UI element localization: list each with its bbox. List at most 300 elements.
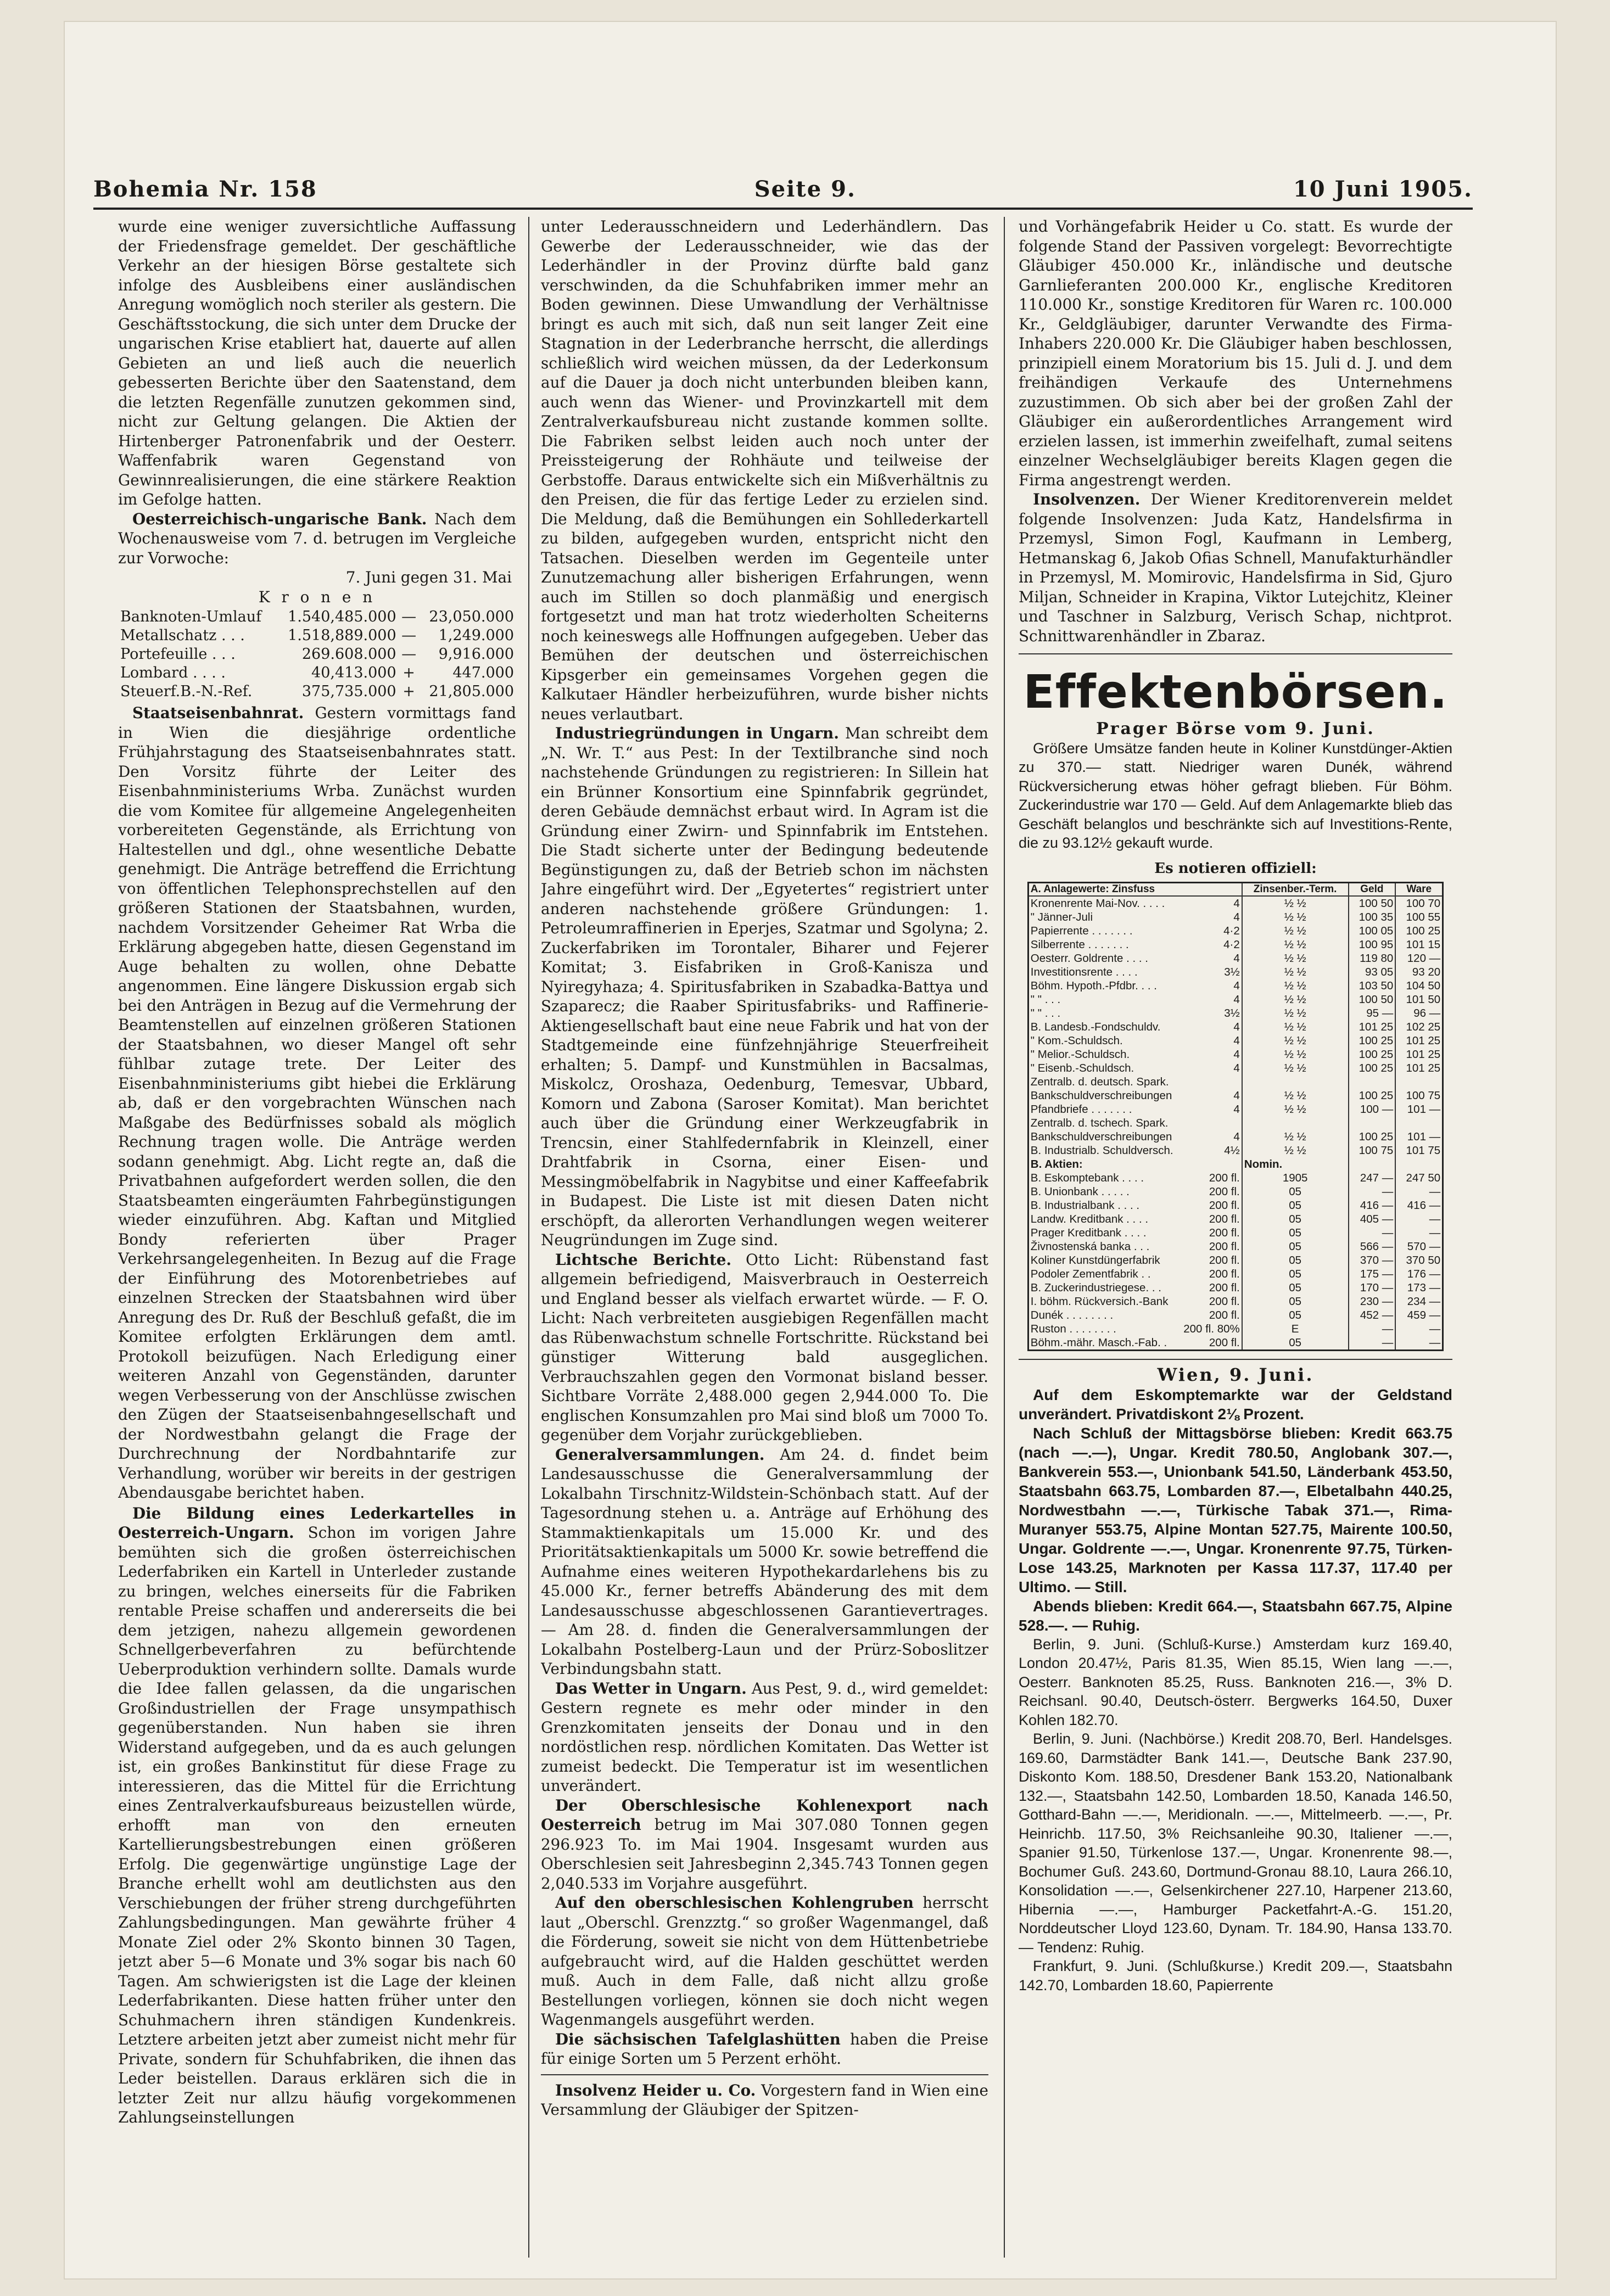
anlage-row (1028, 896, 1443, 910)
bank-row-current: 1.540,485.000 (288, 608, 396, 625)
bank-heading: Oesterreichisch-ungarische Bank. (132, 509, 427, 528)
aktie-geld: 370 — (1349, 1253, 1396, 1267)
aktie-term: 05 (1242, 1267, 1349, 1281)
leder-continued: unter Lederausschneidern und Lederhändlern. Das Gewerbe der Lederausschneider, wie das der Lederhändler in der Provinz dürfte bald ganz verschwinden, da die Schuhfabriken immer mehr an Boden gewinnen. Diese Umwandlung der Verhältnisse bringt es auch mit sich, daß nun seit langer Zeit eine Stagnation in der Lederbranche herrscht, die allerdings schließlich wird weichen müssen, da der Lederkonsum auf die Dauer ja doch nicht unterbunden bleiben kann, auch wenn das Wiener- und Provinzkartell mit dem Zentralverkaufsbureau nicht zustande kommen sollte. Die Fabriken selbst leiden auch noch unter der Preissteigerung der Rohhäute und teilweise der Gerbstoffe. Daraus entwickelte sich ein Mißverhältnis zu den Preisen, die für das fertige Leder zu erzielen sind. Die Meldung, daß die Bemühungen ein Sohllederkartell zu bilden, aufgegeben wurden, entspricht nicht den Tatsachen. Dieselben werden im Gegenteile unter Zunutzemachung aller bisherigen Erfahrungen, wenn auch im Stillen so doch planmäßig und energisch fortgesetzt und man hat trotz wiederholten Scheiterns noch keineswegs alle Hoffnungen aufgegeben. Ueber das Bemühen der deutschen und österreichischen Kipsgerber ein gemeinsames Vorgehen gegen die Kalkutaer Händler herbeizuführen, wurde bisher nichts neues verlautbart. (541, 217, 988, 723)
anlage-name (1028, 951, 1242, 965)
col-head-term: Zinsenber.-Term. (1242, 883, 1349, 897)
anlage-term: ½ ½ (1242, 1034, 1349, 1048)
aktie-term: 05 (1242, 1253, 1349, 1267)
weather-text: Aus Pest, 9. d., wird gemeldet: Gestern regnete es mehr oder minder in den Grenzkomitaten jenseits der Donau und in den nordöstlichen resp. nördlichen Komitaten. Das Wetter ist zumeist bedeckt. Die Temperatur ist im wesentlichen unverändert. (541, 1679, 988, 1795)
col-head-geld: Geld (1349, 883, 1396, 897)
column-2 (541, 217, 988, 2258)
anlage-name (1028, 1089, 1242, 1102)
prague-text: Größere Umsätze fanden heute in Koliner Kunstdünger-Aktien zu 370.— statt. Niedriger waren Dunék, während Rückversicherung etwas höher gefragt blieben. Für Böhm. Zuckerindustrie war 170 — Geld. Auf dem Anlagemarkte blieb das Geschäft belanglos und beschränkte sich auf Investitions-Rente, die zu 93.12½ gekauft wurde. (1019, 740, 1452, 851)
anlage-row (1028, 1116, 1443, 1130)
aktie-term: 05 (1242, 1212, 1349, 1226)
stock-exchange-title: Effektenbörsen. (1023, 665, 1448, 719)
anlage-term: ½ ½ (1242, 1089, 1349, 1102)
aktie-term: 05 (1242, 1281, 1349, 1295)
aktie-ware: — (1395, 1226, 1443, 1240)
anlage-name (1028, 1075, 1242, 1089)
aktie-rate: 200 fl. (1209, 1199, 1240, 1212)
aktie-row (1028, 1226, 1443, 1240)
bank-row-change: 1,249.000 (438, 627, 514, 644)
insolvencies-article (1019, 490, 1452, 646)
anlage-geld (1349, 1075, 1396, 1089)
industry-text: Man schreibt dem „N. Wr. T.“ aus Pest: In der Textilbranche sind noch nachstehende Gründungen zu registrieren: In Sillein hat ein Brünner Konsortium eine Spinnfabrik gegründet, deren Gebäude demnächst erbaut wird. In Agram ist die Gründung einer Zwirn- und Spinnfabrik im Entstehen. Die Stadt sicherte unter der Bedingung bedeutende Begünstigungen zu, daß der Betrieb schon im nächsten Jahre eingeführt wird. Der „Egyetertes“ registriert unter anderen nachstehende größere Gründungen: 1. Petroleumraffinerien in Eperjes, Szatmar und Sgolyna; 2. Zuckerfabriken im Torontaler, Biharer und Fejerer Komitat; 3. Eisfabriken in Groß-Kanisza und Nyiregyhaza; 4. Spiritusfabriken in Szabadka-Battya und Szaparecz; die Raaber Spiritusfabriks- und Raffinerie-Aktiengesellschaft baut eine neue Fabrik und hat von der Stadtgemeinde eine fünfzehnjährige Steuerfreiheit erhalten; 5. Dampf- und Kunstmühlen in Bacsalmas, Miskolcz, Oroshaza, Oedenburg, Temesvar, Ubbard, Komorn und Zabona (Saroser Komitat). Man berichtet auch über die Gründung einer Werkzeugfabrik in Trencsin, einer Stahlfedernfabrik in Kleinzell, einer Drahtfabrik in Csorna, einer Eisen- und Messingmöbelfabrik in Nagybitse und einer Kaffeefabrik in Budapest. Die Liste ist mit diesen Daten nicht erschöpft, da allerorten Verhandlungen wegen weiterer Neugründungen im Zuge sind. (541, 724, 988, 1249)
anlage-rate: 4 (1233, 1021, 1240, 1033)
gv-heading: Generalversammlungen. (555, 1445, 765, 1464)
aktie-ware: — (1395, 1212, 1443, 1226)
bank-row-change: 447.000 (452, 664, 514, 681)
bank-row (118, 626, 516, 645)
prague-quotes-table (1027, 882, 1444, 1351)
aktie-row (1028, 1240, 1443, 1253)
aktie-rate: 200 fl. (1209, 1336, 1240, 1349)
anlage-term: ½ ½ (1242, 965, 1349, 979)
anlage-label: " " . . . (1030, 1007, 1061, 1020)
bank-row-sign: — (401, 646, 417, 663)
issue-date: 10 Juni 1905. (1293, 176, 1473, 202)
aktie-ware: — (1395, 1185, 1443, 1199)
anlage-name (1028, 1102, 1242, 1116)
bank-intro: Nach dem Wochenausweise vom 7. d. betrugen im Vergleiche zur Vorwoche: (118, 509, 516, 567)
bank-row (118, 608, 516, 626)
aktie-geld: 452 — (1349, 1308, 1396, 1322)
bank-row-label: Banknoten-Umlauf (120, 608, 262, 625)
aktie-geld: 566 — (1349, 1240, 1396, 1253)
column-divider-1 (528, 217, 529, 2258)
leder-article (118, 1504, 516, 2127)
bank-row-change: 23,050.000 (429, 608, 514, 625)
anlage-term: ½ ½ (1242, 993, 1349, 1006)
page-header (93, 169, 1473, 202)
aktie-label: Ruston . . . . . . . . (1030, 1323, 1116, 1335)
insolvency-heider-heading: Insolvenz Heider u. Co. (555, 2081, 756, 2099)
anlage-ware: 120 — (1395, 951, 1443, 965)
anlage-name (1028, 1020, 1242, 1034)
anlage-name (1028, 1034, 1242, 1048)
aktie-geld: — (1349, 1336, 1396, 1351)
aktie-geld: 230 — (1349, 1295, 1396, 1308)
insolvencies-heading: Insolvenzen. (1033, 490, 1141, 508)
anlage-ware: 96 — (1395, 1006, 1443, 1020)
vienna-text-1: Auf dem Eskomptemarkte war der Geldstand unverändert. Privatdiskont 2⅛ Prozent. (1019, 1386, 1452, 1423)
aktie-ware: 416 — (1395, 1199, 1443, 1212)
column-3 (1019, 217, 1452, 2258)
aktie-ware: — (1395, 1336, 1443, 1351)
anlage-name (1028, 910, 1242, 924)
anlage-label: Bankschuldverschreibungen (1030, 1089, 1172, 1102)
anlage-label: Böhm. Hypoth.-Pfdbr. . . . (1030, 979, 1157, 992)
anlage-row (1028, 1144, 1443, 1157)
aktie-rate: 200 fl. (1209, 1227, 1240, 1239)
anlage-ware: 102 25 (1395, 1020, 1443, 1034)
aktie-rate: 200 fl. (1209, 1240, 1240, 1253)
anlage-term (1242, 1075, 1349, 1089)
aktie-ware: 570 — (1395, 1240, 1443, 1253)
aktie-geld: — (1349, 1322, 1396, 1336)
aktie-name (1028, 1336, 1242, 1351)
aktie-row (1028, 1308, 1443, 1322)
anlage-rate: 4 (1233, 1089, 1240, 1102)
anlage-ware: 100 75 (1395, 1089, 1443, 1102)
aktie-label: I. böhm. Rückversich.-Bank (1030, 1295, 1169, 1308)
column-divider-2 (1004, 217, 1005, 2258)
anlage-row (1028, 924, 1443, 938)
anlage-rate: 3½ (1224, 966, 1240, 978)
anlage-geld: 93 05 (1349, 965, 1396, 979)
aktie-name (1028, 1185, 1242, 1199)
column-1 (118, 217, 516, 2258)
gv-text: Am 24. d. findet beim Landesausschusse die Generalversammlung der Lokalbahn Tirschnitz-Wildstein-Schönbach statt. Auf der Tagesordnung stehen u. a. Anträge auf Erhöhung des Stammaktienkapitals um 15.000 Kr. und des Prioritätsaktienkapitals um 5000 Kr. sowie betreffend die Aufnahme eines weiteren Hypothekardarlehens bis zu 45.000 Kr., ferner betreffs Abänderung des mit dem Landesausschusse abgeschlossenen Garantievertrages. — Am 28. d. finden die Generalversammlungen der Lokalbahn Postelberg-Laun und der Prürz-Soboslitzer Verbindungsbahn statt. (541, 1445, 988, 1678)
anlage-label: Kronenrente Mai-Nov. . . . . (1030, 897, 1165, 910)
anlage-label: Bankschuldverschreibungen (1030, 1130, 1172, 1143)
aktien-section-row (1028, 1157, 1443, 1171)
anlage-label: Papierrente . . . . . . . (1030, 925, 1133, 937)
anlage-term: ½ ½ (1242, 1144, 1349, 1157)
anlage-geld: 100 35 (1349, 910, 1396, 924)
bank-unit: K r o n e n (258, 587, 376, 606)
industry-heading: Industriegründungen in Ungarn. (555, 724, 839, 742)
bank-row-sign: + (402, 664, 415, 681)
aktie-label: Koliner Kunstdüngerfabrik (1030, 1254, 1160, 1267)
anlage-rate: 4 (1233, 1130, 1240, 1143)
anlage-geld: 101 25 (1349, 1020, 1396, 1034)
insolvency-heider-article (541, 2081, 988, 2120)
coal-mines-text: herrscht laut „Oberschl. Grenzztg.“ so großer Wagenmangel, daß die Förderung, soweit sie nicht von dem Hüttenbetriebe aufgebraucht wird, auf die Halden geschüttet werden muß. Auch in dem Falle, daß nicht allzu große Bestellungen vorliegen, können sie doch nicht wegen Wagenmangels ausgeführt werden. (541, 1894, 988, 2029)
anlage-rate: 4·2 (1223, 938, 1240, 951)
anlage-row (1028, 1048, 1443, 1061)
aktie-label: Prager Kreditbank . . . . (1030, 1227, 1147, 1239)
anlage-term: ½ ½ (1242, 979, 1349, 993)
insolvency-heider-text: Vorgestern fand in Wien eine Versammlung der Gläubiger der Spitzen- (541, 2081, 988, 2119)
aktie-geld: 416 — (1349, 1199, 1396, 1212)
anlage-name (1028, 1061, 1242, 1075)
anlage-rate: 4 (1233, 1048, 1240, 1061)
anlage-ware: 101 — (1395, 1130, 1443, 1144)
aktie-name (1028, 1199, 1242, 1212)
aktie-name (1028, 1240, 1242, 1253)
anlage-ware (1395, 1116, 1443, 1130)
anlage-term: ½ ½ (1242, 910, 1349, 924)
aktien-nomin: Nomin. (1242, 1157, 1349, 1171)
section-rule (1019, 653, 1452, 654)
aktie-rate: 200 fl. (1209, 1172, 1240, 1184)
aktie-label: Dunék . . . . . . . . (1030, 1309, 1114, 1321)
anlage-ware: 101 — (1395, 1102, 1443, 1116)
bank-row (118, 664, 516, 682)
bank-row-sign: — (401, 627, 417, 644)
anlage-term: ½ ½ (1242, 1102, 1349, 1116)
anlage-term: ½ ½ (1242, 896, 1349, 910)
bank-row-label: Lombard . . . . (120, 664, 226, 681)
industry-article (541, 724, 988, 1250)
aktie-label: Živnostenská banka . . . (1030, 1240, 1150, 1253)
anlage-rate: 4 (1233, 993, 1240, 1006)
aktie-rate: 200 fl. (1209, 1254, 1240, 1267)
col-head-ware: Ware (1395, 883, 1443, 897)
aktie-ware: 173 — (1395, 1281, 1443, 1295)
anlage-ware: 101 25 (1395, 1048, 1443, 1061)
aktie-name (1028, 1171, 1242, 1185)
aktie-rate: 200 fl. (1209, 1268, 1240, 1280)
anlage-ware: 100 55 (1395, 910, 1443, 924)
aktie-name (1028, 1212, 1242, 1226)
bank-row-label: Portefeuille . . . (120, 646, 236, 663)
bank-row-current: 1.518,889.000 (288, 627, 396, 644)
anlage-geld: 100 25 (1349, 1061, 1396, 1075)
aktie-geld: 175 — (1349, 1267, 1396, 1281)
aktie-row (1028, 1336, 1443, 1351)
anlage-name (1028, 1144, 1242, 1157)
bank-row-change: 9,916.000 (438, 646, 514, 663)
coal-export-text: betrug im Mai 307.080 Tonnen gegen 296.923 To. im Mai 1904. Insgesamt wurden aus Oberschlesien seit Jahresbeginn 2,345.743 Tonnen gegen 2,040.533 im Vorjahre ausgeführt. (541, 1816, 988, 1892)
anlage-term (1242, 1116, 1349, 1130)
anlage-name (1028, 965, 1242, 979)
anlage-label: " Jänner-Juli (1030, 911, 1093, 923)
col-head-name: A. Anlagewerte: Zinsfuss (1028, 883, 1242, 897)
aktie-term: 05 (1242, 1336, 1349, 1351)
anlage-ware: 100 25 (1395, 924, 1443, 938)
aktie-term: 05 (1242, 1199, 1349, 1212)
bank-row-current: 375,735.000 (301, 683, 396, 700)
aktie-rate: 200 fl. (1209, 1185, 1240, 1198)
anlage-term: ½ ½ (1242, 924, 1349, 938)
anlage-term: ½ ½ (1242, 1048, 1349, 1061)
aktie-term: 05 (1242, 1295, 1349, 1308)
anlage-geld: 100 — (1349, 1102, 1396, 1116)
stock-report-paragraph: wurde eine weniger zuversichtliche Auffassung der Friedensfrage gemeldet. Der geschäftliche Verkehr an der hiesigen Börse gestaltete sich infolge des Ausbleibens einer ausländischen Anregung womöglich noch steriler als gestern. Die Geschäftsstockung, die sich unter dem Drucke der ungarischen Krise etabliert hat, dauerte auf allen Gebieten an und ließ auch die neuerlich gebesserten Berichte über den Saatenstand, dem die letzten Regenfälle zunutzen gekommen sind, nicht zur Geltung gelangen. Die Aktien der Hirtenberger Patronenfabrik und der Oesterr. Waffenfabrik waren Gegenstand von Gewinnrealisierungen, die eine stärkere Reaktion im Gefolge hatten. (118, 217, 516, 508)
staatsbahn-text: Gestern vormittags fand in Wien die diesjährige ordentliche Frühjahrstagung des Staatseisenbahnrates statt. Den Vorsitz führte der Leiter des Eisenbahnministeriums Wrba. Zunächst wurden die vom Komitee für allgemeine Angelegenheiten vorbereiteten Gegenstände, als Errichtung von Haltestellen und dgl., ohne wesentliche Debatte genehmigt. Die Anträge betreffend die Errichtung von öffentlichen Telephonsprechstellen auf den größeren Stationen der Staatsbahnen, wurden, nachdem Vorsitzender Geheimer Rat Wrba die Erklärung abgegeben hatte, diesen Gegenstand im Auge behalten zu wollen, ohne Debatte angenommen. Eine längere Diskussion ergab sich bei den Anträgen in Bezug auf die Vermehrung der Beamtenstellen auf einzelnen größeren Stationen der Staatsbahnen, wo dieser Mangel oft sehr fühlbar zutage trete. Der Leiter des Eisenbahnministeriums gibt hiebei die Erklärung ab, daß er den vorgebrachten Wünschen nach Maßgabe des Bedürfnisses sobald als möglich Rechnung tragen wolle. Die Anträge werden sodann genehmigt. Abg. Licht regte an, daß die Privatbahnen aufgefordert werden sollen, die den Staatsbeamten eingeräumten Fahrbegünstigungen wieder einzuführen. Abg. Kaftan und Mitglied Bondy referierten über Prager Verkehrsangelegenheiten. In Bezug auf die Frage der Einführung des Motorenbetriebes auf einzelnen Strecken der Staatsbahnen wird über Anregung des Dr. Ruß der Beschluß gefaßt, die im Komitee erfolgten Erklärungen dem amtl. Protokoll beizufügen. Nach Erledigung einer weiteren Anzahl von Gegenständen, darunter wegen Verbesserung von der Anschlüsse zwischen den Zügen der Staatseisenbahngesellschaft und der Nordwestbahn gelangt die Frage der Durchrechnung der Nordbahntarife zur Verhandlung, worüber wir bereits in der gestrigen Abendausgabe berichtet haben. (118, 704, 516, 1502)
anlage-term: ½ ½ (1242, 1006, 1349, 1020)
frankfurt-closing: Frankfurt, 9. Juni. (Schlußkurse.) Kredit 209.—, Staatsbahn 142.70, Lombarden 18.60, Papierrente (1019, 1958, 1452, 1993)
leder-heading: Die Bildung eines Lederkartelles in Oesterreich-Ungarn. (118, 1504, 516, 1542)
anlage-row (1028, 1102, 1443, 1116)
aktie-geld: 170 — (1349, 1281, 1396, 1295)
anlage-row (1028, 979, 1443, 993)
anlage-label: Investitionsrente . . . . (1030, 966, 1138, 978)
anlage-name (1028, 1116, 1242, 1130)
anlage-rate: 4 (1233, 911, 1240, 923)
anlage-term: ½ ½ (1242, 951, 1349, 965)
aktie-label: B. Eskomptebank . . . . (1030, 1172, 1144, 1184)
heider-continued: und Vorhängefabrik Heider u Co. statt. Es wurde der folgende Stand der Passiven vorgelegt: Bevorrechtigte Gläubiger 450.000 Kr., inländische und deutsche Garnlieferanten 200.000 Kr., englische Kreditoren 110.000 Kr., sonstige Kreditoren für Waren rc. 100.000 Kr., Geldgläubiger, darunter Verwandte des Firma-Inhabers 220.000 Kr. Die Gläubiger haben beschlossen, prinzipiell einem Moratorium bis 15. Juli d. J. und dem freihändigen Verkaufe des Unternehmens zuzustimmen. Ob sich aber bei der großen Zahl der Gläubiger ein außerordentliches Arrangement wird erzielen lassen, ist immerhin zweifelhaft, zumal seitens einzelner Wechselgläubiger bereits Klagen gegen die Firma angestrengt werden. (1019, 217, 1452, 489)
anlage-rate: 4½ (1224, 1144, 1240, 1157)
anlage-geld: 119 80 (1349, 951, 1396, 965)
anlage-label: Zentralb. d. tschech. Spark. (1030, 1117, 1169, 1129)
anlage-rate: 4 (1233, 952, 1240, 965)
anlage-name (1028, 993, 1242, 1006)
anlage-geld: 100 25 (1349, 1089, 1396, 1102)
aktie-term: 05 (1242, 1226, 1349, 1240)
anlage-ware: 101 25 (1395, 1034, 1443, 1048)
aktie-row (1028, 1295, 1443, 1308)
anlage-rate: 4·2 (1223, 925, 1240, 937)
aktie-ware: — (1395, 1322, 1443, 1336)
aktie-label: Böhm.-mähr. Masch.-Fab. . (1030, 1336, 1167, 1349)
bank-row (118, 645, 516, 664)
aktie-ware: 176 — (1395, 1267, 1443, 1281)
insolvencies-text: Der Wiener Kreditorenverein meldet folgende Insolvenzen: Juda Katz, Handelsfirma in Przemysl, Simon Fogl, Kaufmann in Lemberg, Hetmanskag 6, Jakob Ofias Schnell, Manufakturhändler in Przemysl, M. Momirovic, Handelsfirma in Sid, Gjuro Miljan, Schneider in Krapina, Viktor Lutejchitz, Kleiner und Taschner in Salzburg, Verisch Schap, nichtprot. Schnittwarenhändler in Zbaraz. (1019, 490, 1452, 645)
anlage-geld: 95 — (1349, 1006, 1396, 1020)
gv-article (541, 1445, 988, 1679)
anlage-row (1028, 938, 1443, 951)
anlage-term: ½ ½ (1242, 1130, 1349, 1144)
anlage-row (1028, 965, 1443, 979)
aktie-term: 1905 (1242, 1171, 1349, 1185)
anlage-name (1028, 1006, 1242, 1020)
anlage-geld: 100 25 (1349, 1130, 1396, 1144)
vienna-text-3: Abends blieben: Kredit 664.—, Staatsbahn 667.75, Alpine 528.—. — Ruhig. (1019, 1597, 1452, 1634)
bank-row-change: 21,805.000 (429, 683, 514, 700)
aktie-name (1028, 1281, 1242, 1295)
anlage-label: Pfandbriefe . . . . . . . (1030, 1103, 1132, 1116)
glass-text: haben die Preise für einige Sorten um 5 Perzent erhöht. (541, 2030, 988, 2068)
anlage-geld: 100 05 (1349, 924, 1396, 938)
berlin-closing: Berlin, 9. Juni. (Schluß-Kurse.) Amsterdam kurz 169.40, London 20.47½, Paris 81.35, Wien 85.15, Wien lang —.—, Oesterr. Banknoten 85.25, Russ. Banknoten 216.—, 3% D. Reichsanl. 90.40, Deutsch-österr. Bergwerks 164.50, Duxer Kohlen 182.70. (1019, 1636, 1452, 1728)
licht-text: Otto Licht: Rübenstand fast allgemein befriedigend, Maisverbrauch in Oesterreich und England besser als vielfach erwartet würde. — F. O. Licht: Nach verbreiteten ausgiebigen Regenfällen macht das Rübenwachstum schnelle Fortschritte. Rückstand bei günstiger Witterung bald ausgeglichen. Verbrauchszahlen gegen den Vormonat bisland besser. Sichtbare Vorräte 2,488.000 gegen 2,944.000 To. Die englischen Konsumzahlen pro Mai sind bloß um 7000 To. gegenüber dem Vorjahr zurückgeblieben. (541, 1250, 988, 1444)
bank-article (118, 509, 516, 568)
aktie-ware: 247 50 (1395, 1171, 1443, 1185)
vienna-text-2: Nach Schluß der Mittagsbörse blieben: Kredit 663.75 (nach —.—), Ungar. Kredit 780.50, Anglobank 307.—, Bankverein 553.—, Unionbank 541.50, Länderbank 453.50, Staatsbahn 663.75, Lombarden 87.—, Elbetalbahn 440.25, Nordwestbahn —.—, Türkische Tabak 371.—, Rima-Muranyer 553.75, Alpine Montan 527.75, Mairente 100.50, Ungar. Goldrente —.—, Ungar. Kronenrente 97.75, Türken-Lose 143.25, Marknoten per Kassa 117.37, 117.40 per Ultimo. — Still. (1019, 1424, 1452, 1595)
aktie-geld: — (1349, 1226, 1396, 1240)
anlage-name (1028, 938, 1242, 951)
anlage-name (1028, 924, 1242, 938)
anlage-geld: 100 75 (1349, 1144, 1396, 1157)
coal-export-heading: Der Oberschlesische Kohlenexport nach Oesterreich (541, 1796, 988, 1834)
anlage-name (1028, 896, 1242, 910)
glass-heading: Die sächsischen Tafelglashütten (555, 2030, 841, 2048)
vienna-heading: Wien, 9. Juni. (1157, 1364, 1314, 1385)
bank-row-current: 40,413.000 (311, 664, 396, 681)
anlage-term: ½ ½ (1242, 1020, 1349, 1034)
aktie-row (1028, 1281, 1443, 1295)
staatsbahn-article (118, 703, 516, 1503)
aktie-geld: — (1349, 1185, 1396, 1199)
aktien-title: B. Aktien: (1028, 1157, 1242, 1171)
anlage-row (1028, 1075, 1443, 1089)
aktie-rate: 200 fl. (1209, 1281, 1240, 1294)
berlin-after: Berlin, 9. Juni. (Nachbörse.) Kredit 208.70, Berl. Handelsges. 169.60, Darmstädter Bank 141.—, Deutsche Bank 237.90, Diskonto Kom. 188.50, Dresdener Bank 153.20, Nationalbank 132.—, Staatsbahn 142.50, Lombarden 18.50, Kanada 146.50, Gotthard-Bahn —.—, Meridionaln. —.—, Mittelmeerb. —.—, Pr. Heinrichb. 117.50, 3% Reichsanleihe 90.30, Italiener —.—, Spanier 91.50, Türkenlose 137.—, Ungar. Kronenrente 98.—, Bochumer Guß. 243.60, Dortmund-Gronau 88.10, Laura 266.10, Konsolidation —.—, Gelsenkirchener 227.10, Harpener 213.60, Hibernia —.—, Hamburger Packetfahrt-A.-G. 151.20, Norddeutscher Lloyd 123.60, Dynam. Tr. 184.90, Hansa 133.70. — Tendenz: Ruhig. (1019, 1731, 1452, 1956)
paper-name: Bohemia Nr. 158 (93, 176, 317, 202)
anlage-ware: 101 25 (1395, 1061, 1443, 1075)
aktie-row (1028, 1267, 1443, 1281)
anlage-ware: 100 70 (1395, 896, 1443, 910)
anlage-ware: 93 20 (1395, 965, 1443, 979)
coal-mines-article (541, 1893, 988, 2030)
anlage-geld: 100 50 (1349, 896, 1396, 910)
anlage-row (1028, 1130, 1443, 1144)
coal-mines-heading: Auf den oberschlesischen Kohlengruben (555, 1894, 914, 1912)
anlage-label: Silberrente . . . . . . . (1030, 938, 1129, 951)
official-quotes-label: Es notieren offiziell: (1154, 860, 1317, 877)
anlage-row (1028, 1089, 1443, 1102)
anlage-label: Zentralb. d. deutsch. Spark. (1030, 1076, 1169, 1088)
anlage-name (1028, 1130, 1242, 1144)
aktie-ware: 459 — (1395, 1308, 1443, 1322)
weather-article (541, 1679, 988, 1796)
aktie-row (1028, 1253, 1443, 1267)
anlage-geld: 100 95 (1349, 938, 1396, 951)
aktie-rate: 200 fl. (1209, 1309, 1240, 1321)
anlage-ware (1395, 1075, 1443, 1089)
aktie-label: B. Zuckerindustriegese. . . (1030, 1281, 1161, 1294)
aktie-rate: 200 fl. (1209, 1295, 1240, 1308)
anlage-term: ½ ½ (1242, 938, 1349, 951)
glass-article (541, 2030, 988, 2069)
anlage-geld: 100 50 (1349, 993, 1396, 1006)
anlage-row (1028, 1020, 1443, 1034)
bank-row-current: 269.608.000 (301, 646, 396, 663)
aktie-row (1028, 1199, 1443, 1212)
anlage-ware: 101 50 (1395, 993, 1443, 1006)
aktie-term: 05 (1242, 1308, 1349, 1322)
anlage-ware: 101 15 (1395, 938, 1443, 951)
header-rule (93, 208, 1473, 210)
bank-dates: 7. Juni gegen 31. Mai (345, 568, 512, 586)
anlage-label: " Melior.-Schuldsch. (1030, 1048, 1130, 1061)
anlage-rate: 4 (1233, 1103, 1240, 1116)
anlage-geld: 100 25 (1349, 1048, 1396, 1061)
anlage-rate: 4 (1233, 979, 1240, 992)
aktie-term: E (1242, 1322, 1349, 1336)
bank-row-sign: — (401, 608, 417, 625)
prague-heading: Prager Börse vom 9. Juni. (1096, 719, 1375, 738)
bank-statement-table (118, 608, 516, 701)
anlage-geld: 100 25 (1349, 1034, 1396, 1048)
anlage-label: Oesterr. Goldrente . . . . (1030, 952, 1148, 965)
licht-heading: Lichtsche Berichte. (555, 1250, 732, 1269)
aktie-label: Landw. Kreditbank . . . . (1030, 1213, 1149, 1225)
aktie-row (1028, 1322, 1443, 1336)
aktie-ware: 370 50 (1395, 1253, 1443, 1267)
anlage-row (1028, 1034, 1443, 1048)
anlage-ware: 101 75 (1395, 1144, 1443, 1157)
aktie-name (1028, 1322, 1242, 1336)
aktie-label: Podoler Zementfabrik . . (1030, 1268, 1151, 1280)
leder-text: Schon im vorigen Jahre bemühten sich die großen österreichischen Lederfabriken ein Kartell in Unterleder zustande zu bringen, welches einerseits für die Fabriken rentable Preise schaffen und andererseits die bei dem jetzigen, nahezu allgemein gewordenen Schnellgerbeverfahren zu befürchtende Ueberproduktion verhindern sollte. Damals wurde die Idee fallen gelassen, da die ungarischen Großindustriellen der Frage unsympathisch gegenüberstanden. Nun haben sie ihren Widerstand aufgegeben, und da es auch gelungen ist, ein großes Bankinstitut für diese Frage zu interessieren, das die Mittel für die Errichtung eines Zentralverkaufsbureaus beizustellen würde, erhofft man von den erneuten Kartellierungsbestrebungen einen größeren Erfolg. Die gegenwärtige ungünstige Lage der Branche erhellt wohl am deutlichsten aus den Verschiebungen der früher streng durchgeführten Zahlungsbedingungen. Man gewährte früher 4 Monate Ziel oder 2% Skonto binnen 30 Tagen, jetzt aber 5—6 Monate und 3% sogar bis nach 60 Tagen. Am schwierigsten ist die Lage der kleinen Lederfabrikanten. Diese hatten früher unter den Schuhmachern ihren ständigen Kundenkreis. Letztere arbeiten jetzt aber zumeist nicht mehr für Private, sondern für Schuhfabriken, die ihnen das Leder beistellen. Daraus erklären sich die in letzter Zeit nur allzu häufig vorgekommenen Zahlungseinstellungen (118, 1524, 516, 2126)
aktie-label: B. Unionbank . . . . . (1030, 1185, 1130, 1198)
anlage-geld (1349, 1116, 1396, 1130)
anlage-label: " Eisenb.-Schuldsch. (1030, 1062, 1134, 1074)
anlage-term: ½ ½ (1242, 1061, 1349, 1075)
aktie-row (1028, 1185, 1443, 1199)
aktie-name (1028, 1267, 1242, 1281)
bank-row-label: Steuerf.B.-N.-Ref. (120, 683, 253, 700)
aktie-term: 05 (1242, 1240, 1349, 1253)
aktie-rate: 200 fl. 80% (1183, 1323, 1240, 1335)
coal-export-article (541, 1796, 988, 1894)
vienna-rule (1019, 1359, 1452, 1360)
anlage-row (1028, 1006, 1443, 1020)
anlage-label: " " . . . (1030, 993, 1061, 1006)
licht-article (541, 1250, 988, 1445)
anlage-rate: 4 (1233, 897, 1240, 910)
aktie-rate: 200 fl. (1209, 1213, 1240, 1225)
aktie-name (1028, 1253, 1242, 1267)
aktie-label: B. Industrialbank . . . . (1030, 1199, 1140, 1212)
aktie-row (1028, 1212, 1443, 1226)
aktie-row (1028, 1171, 1443, 1185)
column-2-rule (541, 2074, 988, 2075)
aktie-geld: 405 — (1349, 1212, 1396, 1226)
anlage-label: " Kom.-Schuldsch. (1030, 1034, 1123, 1047)
aktie-name (1028, 1226, 1242, 1240)
page-number: Seite 9. (754, 176, 856, 202)
anlage-name (1028, 979, 1242, 993)
anlage-ware: 104 50 (1395, 979, 1443, 993)
